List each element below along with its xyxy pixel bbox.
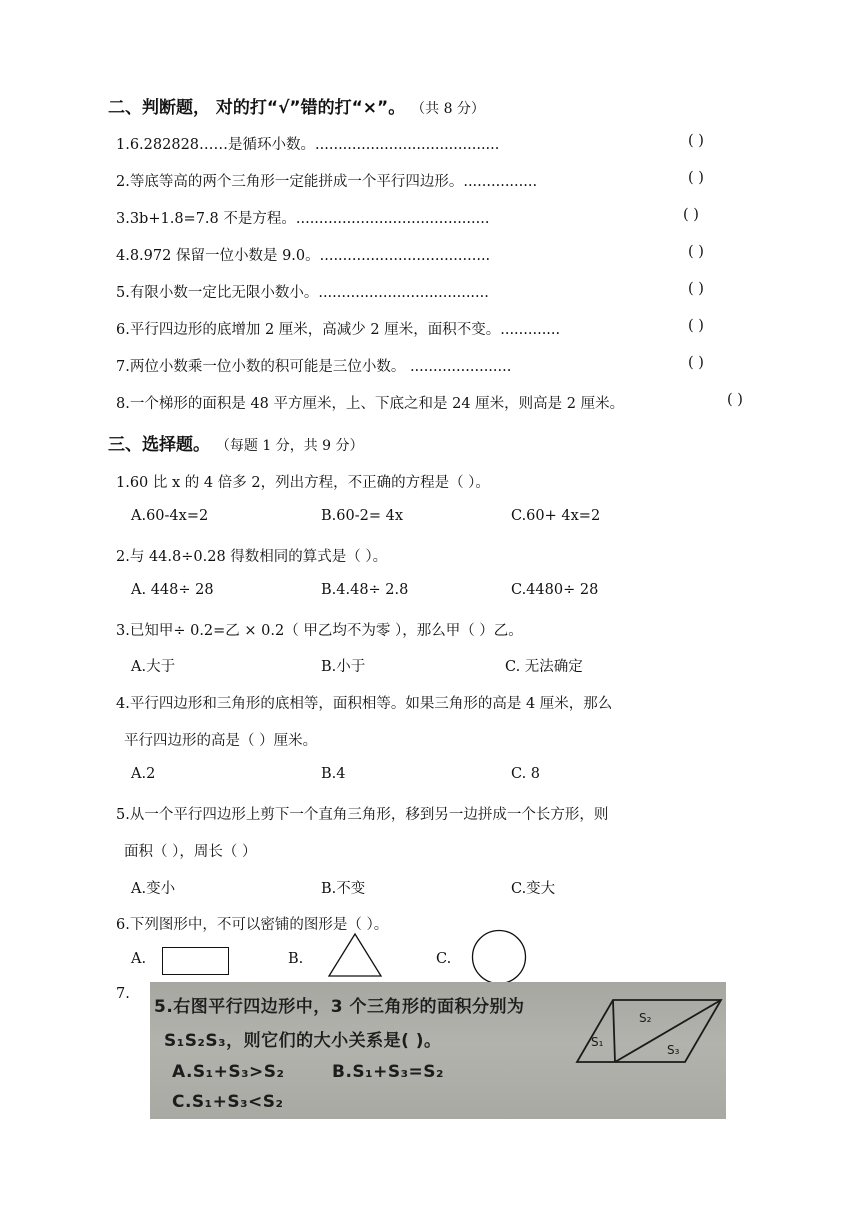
choice-q4-option-c[interactable]: C. 8 (511, 766, 541, 782)
choice-q1-stem: 1.60 比 x 的 4 倍多 2，列出方程，不正确的方程是（ ）。 (116, 475, 490, 491)
photo-option-b[interactable]: B.S₁+S₃=S₂ (332, 1062, 444, 1082)
choice-q6-option-a[interactable]: A. (131, 951, 147, 967)
choice-q6-option-c[interactable]: C. (436, 951, 452, 967)
parallelogram-figure (575, 996, 725, 1068)
choice-q2-stem: 2.与 44.8÷0.28 得数相同的算式是（ ）。 (116, 549, 388, 565)
choice-q7-number: 7. (116, 986, 130, 1002)
choice-q2-option-a[interactable]: A. 448÷ 28 (131, 582, 214, 598)
section2-title (108, 93, 485, 118)
judge-item-8: 8.一个梯形的面积是 48 平方厘米，上、下底之和是 24 厘米，则高是 2 厘米。 (116, 396, 625, 412)
triangle-shape (327, 932, 383, 978)
judge-item-4: 4.8.972 保留一位小数是 9.0。..................................... (116, 248, 491, 264)
photo-option-c[interactable]: C.S₁+S₃<S₂ (172, 1092, 284, 1112)
choice-q2-option-c[interactable]: C.4480÷ 28 (511, 582, 599, 598)
judge-answer-1[interactable]: ( ) (688, 133, 704, 149)
choice-q1-option-b[interactable]: B.60-2= 4x (321, 508, 404, 524)
choice-q2-option-b[interactable]: B.4.48÷ 2.8 (321, 582, 409, 598)
judge-item-7: 7.两位小数乘一位小数的积可能是三位小数。 ...................... (116, 359, 512, 375)
judge-answer-7[interactable]: ( ) (688, 355, 704, 371)
judge-answer-6[interactable]: ( ) (688, 318, 704, 334)
section3-title (108, 430, 364, 455)
choice-q1-option-a[interactable]: A.60-4x=2 (131, 508, 209, 524)
label-s1: S₁ (591, 1035, 604, 1049)
choice-q3-stem: 3.已知甲÷ 0.2=乙 × 0.2（ 甲乙均不为零 ），那么甲（ ）乙。 (116, 623, 523, 639)
section2-title-text: 二、判断题， 对的打“√”错的打“×”。 (108, 98, 406, 118)
label-s3: S₃ (667, 1043, 680, 1057)
judge-answer-4[interactable]: ( ) (688, 244, 704, 260)
choice-q4-stem-line2: 平行四边形的高是（ ）厘米。 (124, 733, 318, 749)
judge-item-6: 6.平行四边形的底增加 2 厘米，高减少 2 厘米，面积不变。............. (116, 322, 561, 338)
judge-item-3: 3.3b+1.8=7.8 不是方程。.......................................... (116, 211, 490, 227)
section2-score-note: （共 8 分） (411, 101, 485, 117)
photo-stem-line2: S₁S₂S₃，则它们的大小关系是( )。 (164, 1031, 442, 1051)
choice-q3-option-a[interactable]: A.大于 (131, 659, 176, 675)
label-s2: S₂ (639, 1011, 652, 1025)
choice-q4-option-a[interactable]: A.2 (131, 766, 156, 782)
judge-answer-8[interactable]: ( ) (727, 392, 743, 408)
choice-q5-option-c[interactable]: C.变大 (511, 881, 556, 897)
judge-answer-3[interactable]: ( ) (683, 207, 699, 223)
judge-item-1: 1.6.282828……是循环小数。........................................ (116, 137, 500, 153)
judge-answer-2[interactable]: ( ) (688, 170, 704, 186)
judge-item-5: 5.有限小数一定比无限小数小。..................................... (116, 285, 489, 301)
choice-q5-option-b[interactable]: B.不变 (321, 881, 366, 897)
choice-q3-option-b[interactable]: B.小于 (321, 659, 366, 675)
judge-item-2: 2.等底等高的两个三角形一定能拼成一个平行四边形。................ (116, 174, 538, 190)
choice-q4-option-b[interactable]: B.4 (321, 766, 346, 782)
choice-q5-stem-line2: 面积（ ），周长（ ） (124, 844, 257, 860)
rectangle-shape (162, 947, 229, 975)
choice-q3-option-c[interactable]: C. 无法确定 (505, 659, 583, 675)
circle-shape (470, 929, 528, 985)
section3-title-text: 三、选择题。 (108, 435, 210, 455)
photo-option-a[interactable]: A.S₁+S₃>S₂ (172, 1062, 285, 1082)
choice-q6-option-b[interactable]: B. (288, 951, 304, 967)
photo-stem-line1: 5.右图平行四边形中，3 个三角形的面积分别为 (154, 997, 525, 1017)
section3-score-note: （每题 1 分，共 9 分） (215, 438, 364, 454)
choice-q4-stem-line1: 4.平行四边形和三角形的底相等，面积相等。如果三角形的高是 4 厘米，那么 (116, 696, 613, 712)
choice-q5-option-a[interactable]: A.变小 (131, 881, 176, 897)
choice-q1-option-c[interactable]: C.60+ 4x=2 (511, 508, 601, 524)
question-photo (150, 982, 726, 1119)
choice-q6-stem: 6.下列图形中，不可以密铺的图形是（ ）。 (116, 917, 389, 933)
judge-answer-5[interactable]: ( ) (688, 281, 704, 297)
choice-q5-stem-line1: 5.从一个平行四边形上剪下一个直角三角形，移到另一边拼成一个长方形，则 (116, 807, 609, 823)
